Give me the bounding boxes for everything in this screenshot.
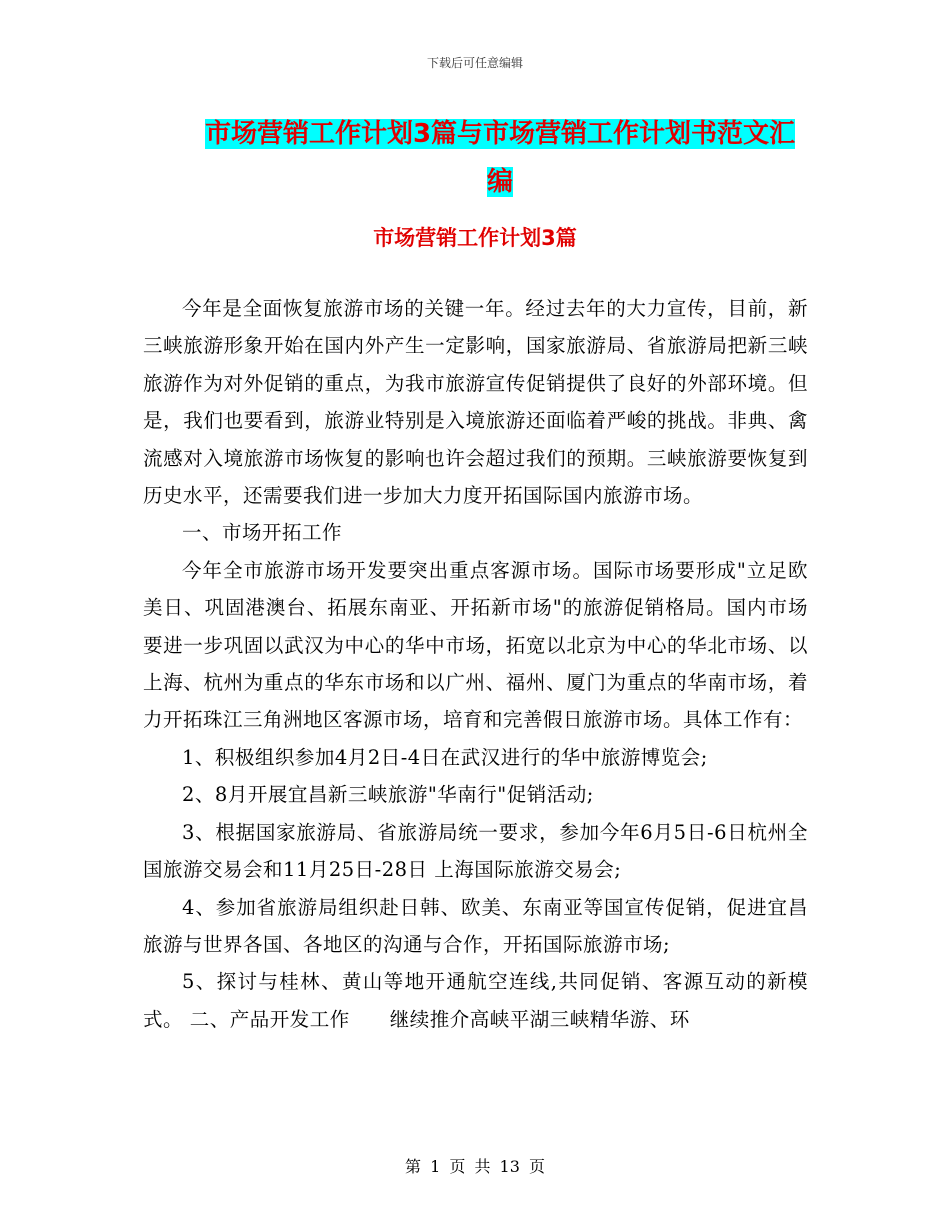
list-item: 4、参加省旅游局组织赴日韩、欧美、东南亚等国宣传促销，促进宜昌旅游与世界各国、各地区的沟通与合作，开拓国际旅游市场;	[143, 895, 808, 956]
list-item: 5、探讨与桂林、黄山等地开通航空连线,共同促销、客源互动的新模式。 二、产品开发工作 继续推介高峡平湖三峡精华游、环	[143, 970, 808, 1031]
page-footer: 第 1 页 共 13 页	[405, 1157, 545, 1176]
paragraph-intro: 今年是全面恢复旅游市场的关键一年。经过去年的大力宣传，目前，新三峡旅游形象开始在国内外产生一定影响，国家旅游局、省旅游局把新三峡旅游作为对外促销的重点，为我市旅游宣传促销提供了良好的外部环境。但是，我们也要看到，旅游业特别是入境旅游还面临着严峻的挑战。非典、禽流感对入境旅游市场恢复的影响也许会超过我们的预期。三峡旅游要恢复到历史水平，还需要我们进一步加大力度开拓国际国内旅游市场。	[143, 297, 808, 508]
list-item: 3、根据国家旅游局、省旅游局统一要求，参加今年6月5日-6日杭州全国旅游交易会和11月25日-28日 上海国际旅游交易会;	[143, 820, 808, 882]
document-title	[195, 110, 805, 206]
paragraph-market-plan: 今年全市旅游市场开发要突出重点客源市场。国际市场要形成"立足欧美日、巩固港澳台、拓展东南亚、开拓新市场"的旅游促销格局。国内市场要进一步巩固以武汉为中心的华中市场，拓宽以北京为中心的华北市场、以上海、杭州为重点的华东市场和以广州、福州、厦门为重点的华南市场，着力开拓珠江三角洲地区客源市场，培育和完善假日旅游市场。具体工作有：	[143, 558, 808, 732]
section-title: 市场营销工作计划3篇	[373, 226, 577, 250]
page-header-note: 下载后可任意编辑	[426, 56, 523, 70]
document-title-line-2: 编	[486, 167, 513, 197]
paragraph-heading-market: 一、市场开拓工作	[182, 521, 343, 545]
list-item: 1、积极组织参加4月2日-4日在武汉进行的华中旅游博览会;	[182, 745, 708, 769]
list-item: 2、8月开展宜昌新三峡旅游"华南行"促销活动;	[182, 783, 594, 807]
document-title-line-1: 市场营销工作计划3篇与市场营销工作计划书范文汇	[204, 119, 796, 149]
document-body	[143, 290, 808, 1038]
